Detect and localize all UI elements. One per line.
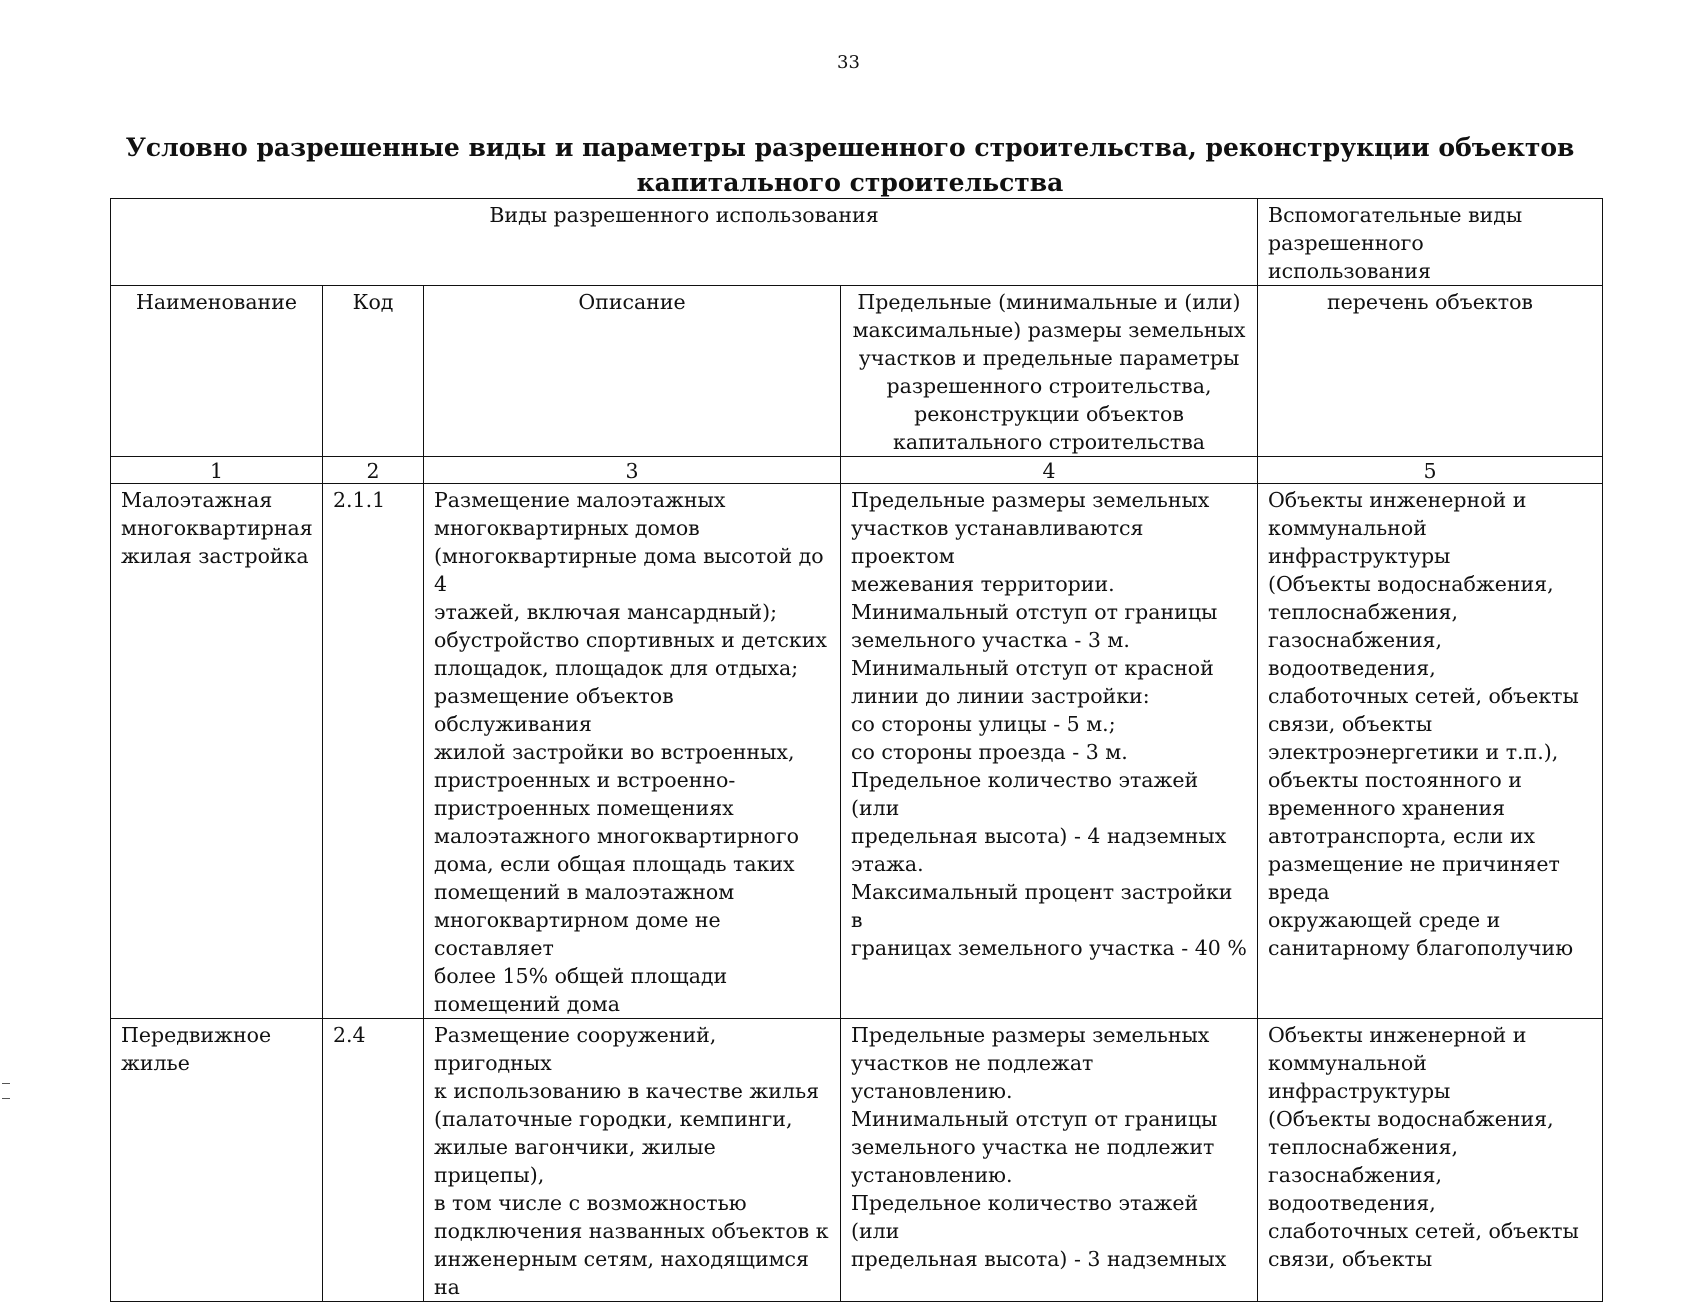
col-number: 1 xyxy=(111,457,323,484)
row-aux: Объекты инженерной и коммунальной инфраструктуры (Объекты водоснабжения, теплоснабжения, газоснабжения, водоотведения, слаботочных сетей, объекты связи, объекты xyxy=(1258,1019,1603,1302)
group-header-row xyxy=(111,199,1603,286)
col-header-code: Код xyxy=(323,286,424,457)
col-header-aux-list: перечень объектов xyxy=(1258,286,1603,457)
row-code: 2.4 xyxy=(323,1019,424,1302)
margin-mark xyxy=(2,1083,10,1099)
row-code: 2.1.1 xyxy=(323,484,424,1019)
col-number: 2 xyxy=(323,457,424,484)
col-number: 3 xyxy=(424,457,841,484)
page-number: 33 xyxy=(837,52,860,73)
col-header-name: Наименование xyxy=(111,286,323,457)
row-limits: Предельные размеры земельных участков устанавливаются проектом межевания территории. Минимальный отступ от границы земельного участка - 3 м. Минимальный отступ от красной линии до линии застройки: со стороны улицы - 5 м.; со стороны проезда - 3 м. Предельное количество этажей (или предельная высота) - 4 надземных этажа. Максимальный процент застройки в границах земельного участка - 40 % xyxy=(841,484,1258,1019)
row-name: Малоэтажная многоквартирная жилая застройка xyxy=(111,484,323,1019)
group-header-aux: Вспомогательные виды разрешенного использования xyxy=(1258,199,1603,286)
table-row xyxy=(111,1019,1603,1302)
col-number: 4 xyxy=(841,457,1258,484)
row-name: Передвижное жилье xyxy=(111,1019,323,1302)
document-title: Условно разрешенные виды и параметры разрешенного строительства, реконструкции объектов капитального строительства xyxy=(125,133,1575,197)
land-use-table xyxy=(110,198,1603,1302)
column-number-row xyxy=(111,457,1603,484)
table-row xyxy=(111,484,1603,1019)
row-limits: Предельные размеры земельных участков не подлежат установлению. Минимальный отступ от границы земельного участка не подлежит установлению. Предельное количество этажей (или предельная высота) - 3 надземных xyxy=(841,1019,1258,1302)
group-header-main: Виды разрешенного использования xyxy=(111,199,1258,286)
row-description: Размещение сооружений, пригодных к использованию в качестве жилья (палаточные городки, кемпинги, жилые вагончики, жилые прицепы), в том числе с возможностью подключения названных объектов к инженерным сетям, находящимся на xyxy=(424,1019,841,1302)
column-header-row xyxy=(111,286,1603,457)
row-description: Размещение малоэтажных многоквартирных домов (многоквартирные дома высотой до 4 этажей, включая мансардный); обустройство спортивных и детских площадок, площадок для отдыха; размещение объектов обслуживания жилой застройки во встроенных, пристроенных и встроенно- пристроенных помещениях малоэтажного многоквартирного дома, если общая площадь таких помещений в малоэтажном многоквартирном доме не составляет более 15% общей площади помещений дома xyxy=(424,484,841,1019)
col-header-description: Описание xyxy=(424,286,841,457)
col-number: 5 xyxy=(1258,457,1603,484)
row-aux: Объекты инженерной и коммунальной инфраструктуры (Объекты водоснабжения, теплоснабжения, газоснабжения, водоотведения, слаботочных сетей, объекты связи, объекты электроэнергетики и т.п.), объекты постоянного и временного хранения автотранспорта, если их размещение не причиняет вреда окружающей среде и санитарному благополучию xyxy=(1258,484,1603,1019)
col-header-limits: Предельные (минимальные и (или) максимальные) размеры земельных участков и предельные параметры разрешенного строительства, реконструкции объектов капитального строительства xyxy=(841,286,1258,457)
